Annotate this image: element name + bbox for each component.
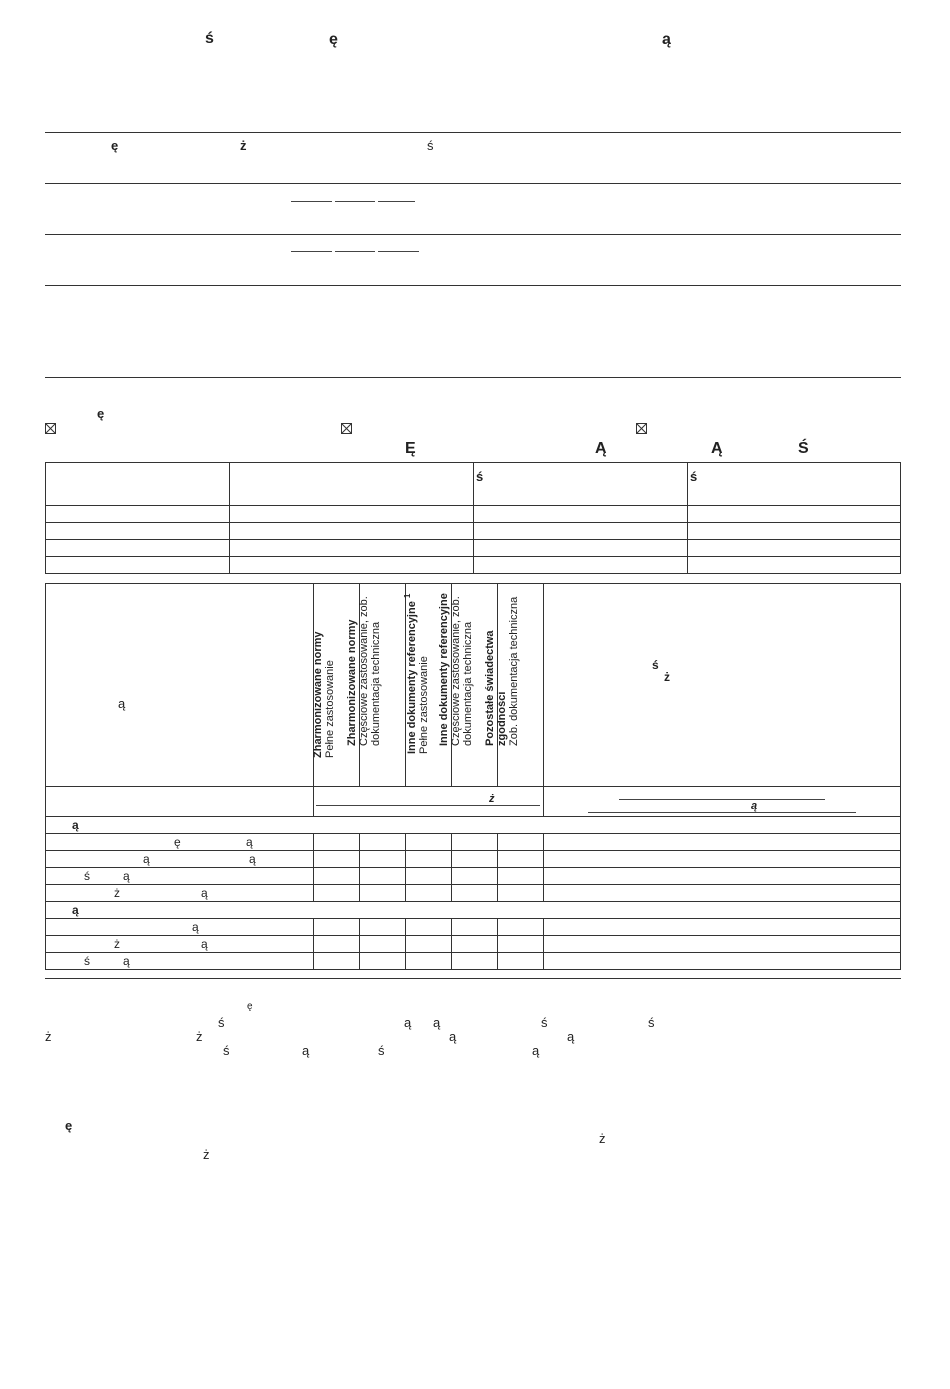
t2-header-left xyxy=(46,584,314,787)
footnote-glyph: ś xyxy=(541,1015,548,1030)
t2-cell[interactable] xyxy=(498,936,544,953)
t1-cell[interactable] xyxy=(46,506,230,523)
t2-cell[interactable] xyxy=(314,936,360,953)
section-a-glyph-2: ż xyxy=(240,138,247,153)
row-glyph: ą xyxy=(246,835,253,849)
signature-glyph: ę xyxy=(65,1118,73,1133)
title-glyph-2: ę xyxy=(329,31,338,48)
t2-cell[interactable] xyxy=(452,834,498,851)
section-a-glyph-3: ś xyxy=(427,138,434,153)
date-field-2-day[interactable] xyxy=(291,251,332,252)
t2-cell[interactable] xyxy=(452,868,498,885)
rule-3 xyxy=(45,234,901,235)
t1-cell[interactable] xyxy=(230,540,474,557)
t2-cell[interactable] xyxy=(498,834,544,851)
footnote-glyph: ą xyxy=(404,1015,412,1030)
row-glyph: ą xyxy=(201,937,208,951)
date-field-1-month[interactable] xyxy=(335,201,375,202)
t2-row-label xyxy=(46,885,314,902)
rule-6 xyxy=(45,978,901,979)
t1-cell[interactable] xyxy=(688,523,901,540)
col3-sup: 1 xyxy=(402,594,412,599)
t2-col-header-5 xyxy=(483,584,544,787)
t2-cell[interactable] xyxy=(360,834,406,851)
t2-cell[interactable] xyxy=(406,868,452,885)
t1-cell[interactable] xyxy=(230,506,474,523)
t1-header-glyph-2: ś xyxy=(690,469,698,484)
t1-cell[interactable] xyxy=(230,557,474,574)
t2-cell[interactable] xyxy=(360,868,406,885)
row-glyph: ę xyxy=(174,835,181,849)
row-glyph: ą xyxy=(123,954,130,968)
t1-cell[interactable] xyxy=(46,523,230,540)
t2-subheader-left xyxy=(46,787,314,817)
row-glyph: ą xyxy=(249,852,256,866)
col2-line-1: Częściowe zastosowanie, zob. xyxy=(357,596,370,746)
footnote-glyph: ś xyxy=(648,1015,655,1030)
t1-cell[interactable] xyxy=(474,540,688,557)
t2-row-label xyxy=(46,868,314,885)
footnote-glyph: ś xyxy=(378,1043,385,1058)
t2-cell[interactable] xyxy=(544,851,901,868)
rule-2 xyxy=(45,183,901,184)
row-glyph: ś xyxy=(84,869,90,883)
row-glyph: ś xyxy=(84,954,90,968)
col1-line: Pełne zastosowanie xyxy=(323,660,336,758)
rule-1 xyxy=(45,132,901,133)
checkbox-2[interactable] xyxy=(341,423,352,434)
t2-cell[interactable] xyxy=(452,851,498,868)
checkbox-3[interactable] xyxy=(636,423,647,434)
title-glyph-1: ś xyxy=(205,30,214,47)
t2-header-right-glyph-2: ż xyxy=(664,670,670,684)
footnote-glyph: ę xyxy=(247,1001,253,1012)
row-glyph: ą xyxy=(123,869,130,883)
t2-cell[interactable] xyxy=(314,868,360,885)
t2-cell[interactable] xyxy=(452,936,498,953)
t1-cell[interactable] xyxy=(688,540,901,557)
t2-row-label xyxy=(46,919,314,936)
table-2 xyxy=(45,583,901,970)
t2-cell[interactable] xyxy=(406,851,452,868)
t1-cell[interactable] xyxy=(688,557,901,574)
t2-cell[interactable] xyxy=(498,885,544,902)
t1-cell[interactable] xyxy=(474,523,688,540)
t2-header-right xyxy=(544,584,901,787)
t2-group-1-glyph: ą xyxy=(72,818,79,832)
t2-cell[interactable] xyxy=(544,919,901,936)
footnote-glyph: ś xyxy=(223,1043,230,1058)
t1-header-cell-3 xyxy=(474,463,688,506)
date-field-2-month[interactable] xyxy=(335,251,375,252)
col5-line: Zob. dokumentacja techniczna xyxy=(507,596,520,746)
title-glyph-3: ą xyxy=(662,31,671,48)
t2-group-1 xyxy=(46,817,901,834)
row-glyph: ż xyxy=(114,886,120,900)
heading-glyph-4: Ś xyxy=(798,440,809,457)
t2-header-left-glyph: ą xyxy=(118,696,126,711)
col2-line-2: dokumentacja techniczna xyxy=(369,621,382,746)
t2-cell[interactable] xyxy=(406,834,452,851)
heading-glyph-2: Ą xyxy=(595,440,607,457)
t1-header-cell-2 xyxy=(230,463,474,506)
t2-cell[interactable] xyxy=(498,851,544,868)
section-b-glyph: ę xyxy=(97,406,105,421)
t2-cell[interactable] xyxy=(360,953,406,970)
t1-header-glyph-1: ś xyxy=(476,469,484,484)
footnote-glyph: ś xyxy=(218,1015,225,1030)
t2-cell[interactable] xyxy=(360,936,406,953)
col2-bold: Zharmonizowane normy xyxy=(345,619,358,746)
col3-bold: Inne dokumenty referencyjne xyxy=(405,601,418,755)
t2-cell[interactable] xyxy=(544,936,901,953)
t2-cell[interactable] xyxy=(452,919,498,936)
t1-cell[interactable] xyxy=(46,540,230,557)
row-glyph: ą xyxy=(143,852,150,866)
t2-cell[interactable] xyxy=(544,953,901,970)
footnote-glyph: ą xyxy=(433,1015,441,1030)
t2-col-header-2 xyxy=(345,584,406,787)
t2-cell[interactable] xyxy=(314,885,360,902)
t2-cell[interactable] xyxy=(452,885,498,902)
t2-cell[interactable] xyxy=(360,919,406,936)
footnote-glyph: ż xyxy=(196,1029,203,1044)
t2-cell[interactable] xyxy=(314,919,360,936)
t2-subheader-mid-glyph: ż xyxy=(489,793,495,805)
t2-cell[interactable] xyxy=(498,953,544,970)
t2-row-label xyxy=(46,953,314,970)
t2-cell[interactable] xyxy=(360,851,406,868)
col4-line-2: dokumentacja techniczna xyxy=(461,621,474,746)
rule-4 xyxy=(45,285,901,286)
date-field-1-year[interactable] xyxy=(378,201,415,202)
t2-cell[interactable] xyxy=(406,936,452,953)
t2-subheader-right-glyph: ą xyxy=(751,800,758,812)
checkbox-1[interactable] xyxy=(45,423,56,434)
t2-cell[interactable] xyxy=(544,834,901,851)
footnote-glyph: ą xyxy=(302,1043,310,1058)
t1-cell[interactable] xyxy=(46,557,230,574)
t2-cell[interactable] xyxy=(406,885,452,902)
table-1 xyxy=(45,462,901,574)
signature-glyph: ż xyxy=(203,1147,210,1162)
signature-glyph: ż xyxy=(599,1131,606,1146)
rule-5 xyxy=(45,377,901,378)
col5-bold: Pozostałe świadectwa xyxy=(483,630,496,746)
footnote-glyph: ą xyxy=(532,1043,540,1058)
date-field-2-year[interactable] xyxy=(378,251,419,252)
t2-cell[interactable] xyxy=(498,868,544,885)
section-a-glyph-1: ę xyxy=(111,138,119,153)
t1-cell[interactable] xyxy=(474,557,688,574)
col4-line-1: Częściowe zastosowanie, zob. xyxy=(449,596,462,746)
col5-bold-2: zgodności xyxy=(495,691,508,746)
t1-cell[interactable] xyxy=(474,506,688,523)
t2-cell[interactable] xyxy=(544,885,901,902)
row-glyph: ż xyxy=(114,937,120,951)
footnote-glyph: ą xyxy=(567,1029,575,1044)
t2-cell[interactable] xyxy=(544,868,901,885)
heading-glyph-3: Ą xyxy=(711,440,723,457)
row-glyph: ą xyxy=(192,920,199,934)
heading-glyph-1: Ę xyxy=(405,440,416,457)
t1-cell[interactable] xyxy=(688,506,901,523)
t2-cell[interactable] xyxy=(314,834,360,851)
col1-bold: Zharmonizowane normy xyxy=(311,631,324,758)
t2-cell[interactable] xyxy=(406,919,452,936)
t1-cell[interactable] xyxy=(230,523,474,540)
t2-row-label xyxy=(46,851,314,868)
t2-row-label xyxy=(46,834,314,851)
t2-cell[interactable] xyxy=(452,953,498,970)
t2-cell[interactable] xyxy=(314,851,360,868)
t2-cell[interactable] xyxy=(360,885,406,902)
date-field-1-day[interactable] xyxy=(291,201,332,202)
t2-group-2-glyph: ą xyxy=(72,903,79,917)
t2-cell[interactable] xyxy=(314,953,360,970)
col3-line: Pełne zastosowanie xyxy=(417,656,430,755)
t2-subheader-right xyxy=(544,787,901,817)
t1-header-cell-1 xyxy=(46,463,230,506)
t2-row-label xyxy=(46,936,314,953)
footnote-glyph: ą xyxy=(449,1029,457,1044)
footnote-glyph: ż xyxy=(45,1029,52,1044)
col4-bold: Inne dokumenty referencyjne xyxy=(437,593,450,746)
t2-cell[interactable] xyxy=(406,953,452,970)
t1-header-cell-4 xyxy=(688,463,901,506)
t2-header-right-glyph-1: ś xyxy=(652,658,659,672)
row-glyph: ą xyxy=(201,886,208,900)
t2-group-2 xyxy=(46,902,901,919)
t2-cell[interactable] xyxy=(498,919,544,936)
t2-subheader-mid xyxy=(314,787,544,817)
